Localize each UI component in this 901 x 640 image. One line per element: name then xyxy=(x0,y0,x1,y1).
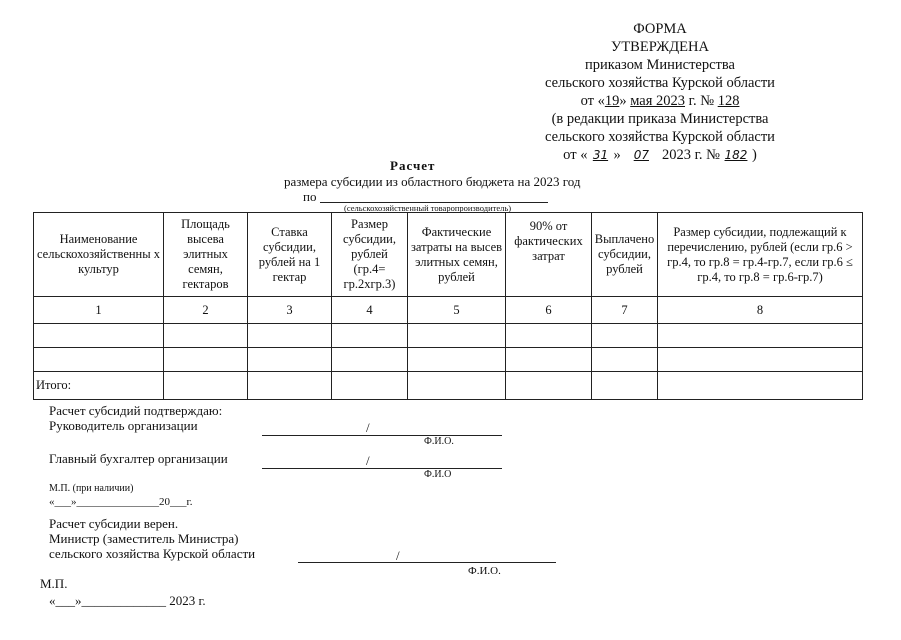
header-area: Площадь высева элитных семян, гектаров xyxy=(164,213,248,297)
approval-form-label: ФОРМА xyxy=(633,21,687,37)
doc-subtitle: размера субсидии из областного бюджета на 2023 год xyxy=(284,174,581,189)
producer-caption: (сельскохозяйственный товаропроизводитель) xyxy=(344,203,512,213)
minister-label-1: Министр (заместитель Министра) xyxy=(49,531,239,546)
subsidy-table xyxy=(33,212,863,400)
col-num-5: 5 xyxy=(408,297,506,324)
approval-order-date: от «19» мая 2023 г. № 128 xyxy=(580,93,740,109)
col-num-8: 8 xyxy=(658,297,863,324)
minister-signature-line xyxy=(298,562,556,563)
date-line-1: «___»_______________20___г. xyxy=(49,496,193,508)
header-row xyxy=(34,213,863,297)
header-actual-costs: Фактические затраты на высев элитных семян, рублей xyxy=(408,213,506,297)
total-row xyxy=(34,372,863,400)
header-crop: Наименование сельскохозяйственны х культур xyxy=(34,213,164,297)
approval-order-line1: приказом Министерства xyxy=(585,57,735,73)
table-row xyxy=(34,348,863,372)
col-num-1: 1 xyxy=(34,297,164,324)
confirm-label: Расчет субсидий подтверждаю: xyxy=(49,403,223,418)
column-numbers-row xyxy=(34,297,863,324)
approval-approved-label: УТВЕРЖДЕНА xyxy=(611,39,709,55)
head-label: Руководитель организации xyxy=(49,418,198,433)
verified-label: Расчет субсидии верен. xyxy=(49,516,179,531)
minister-fio-caption: Ф.И.О. xyxy=(468,565,501,577)
head-fio-caption: Ф.И.О. xyxy=(424,436,454,447)
header-to-transfer: Размер субсидии, подлежащий к перечислению, рублей (если гр.6 > гр.4, то гр.8 = гр.4-гр.7, если гр.6 ≤ гр.4, то гр.8 = гр.6-гр.7) xyxy=(658,213,863,297)
order-day: 19 xyxy=(604,93,620,109)
po-label: по xyxy=(303,189,317,204)
stamp-label: М.П. xyxy=(40,576,68,591)
minister-slash: / xyxy=(396,548,400,563)
accountant-signature-line xyxy=(262,468,502,469)
edition-day: 31 xyxy=(592,148,609,162)
edition-line1: (в редакции приказа Министерства xyxy=(551,111,769,127)
accountant-fio-caption: Ф.И.О xyxy=(424,469,452,480)
edition-line2: сельского хозяйства Курской области xyxy=(545,129,775,145)
doc-title: Расчет xyxy=(390,158,436,173)
order-number: 128 xyxy=(717,93,740,109)
approval-order-line2: сельского хозяйства Курской области xyxy=(545,75,775,91)
col-num-2: 2 xyxy=(164,297,248,324)
col-num-6: 6 xyxy=(506,297,592,324)
table-row xyxy=(34,324,863,348)
header-rate: Ставка субсидии, рублей на 1 гектар xyxy=(248,213,332,297)
edition-month: 07 xyxy=(633,148,649,162)
order-month-year: мая 2023 xyxy=(630,93,686,109)
date-line-2: «___»_____________ 2023 г. xyxy=(49,593,206,608)
header-subsidy-size: Размер субсидии, рублей (гр.4= гр.2хгр.3) xyxy=(332,213,408,297)
accountant-slash: / xyxy=(366,453,370,468)
head-signature-line xyxy=(262,435,502,436)
col-num-7: 7 xyxy=(592,297,658,324)
total-label: Итого: xyxy=(34,372,164,400)
stamp-optional-label: М.П. (при наличии) xyxy=(49,483,134,494)
col-num-4: 4 xyxy=(332,297,408,324)
edition-date: от « 31 » 07 2023 г. № 182 ) xyxy=(563,147,757,163)
edition-number: 182 xyxy=(724,148,748,162)
col-num-3: 3 xyxy=(248,297,332,324)
head-slash: / xyxy=(366,420,370,435)
minister-label-2: сельского хозяйства Курской области xyxy=(49,546,256,561)
header-paid: Выплачено субсидии, рублей xyxy=(592,213,658,297)
accountant-label: Главный бухгалтер организации xyxy=(49,451,228,466)
header-90-percent: 90% от фактических затрат xyxy=(506,213,592,297)
